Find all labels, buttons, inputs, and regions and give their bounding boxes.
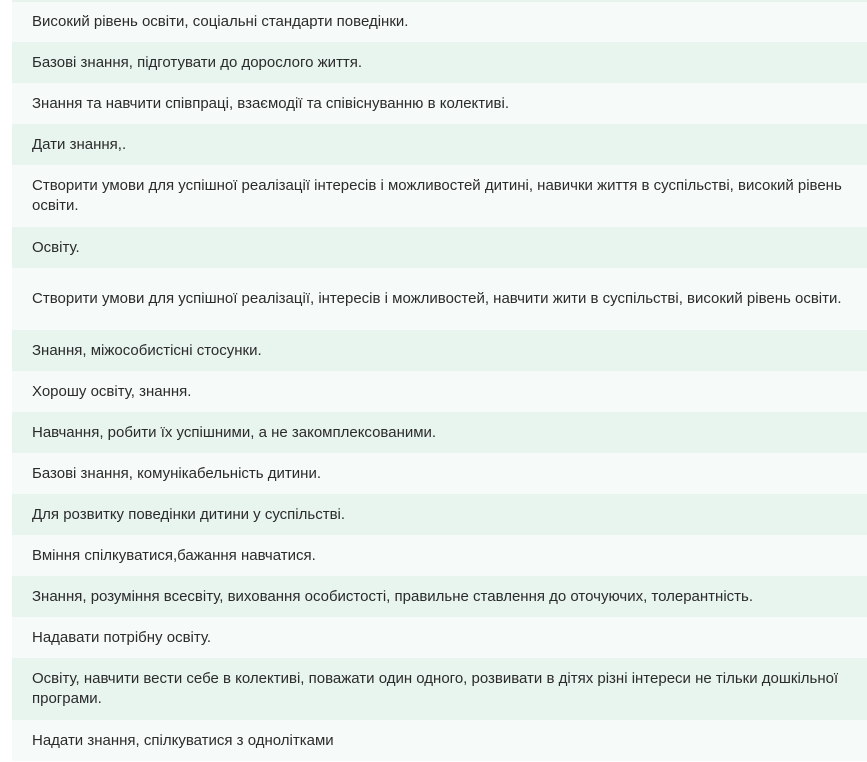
list-item — [12, 42, 867, 83]
response-text: Освіту. — [32, 238, 80, 256]
list-item — [12, 658, 867, 720]
list-item — [12, 576, 867, 617]
list-item — [12, 494, 867, 535]
response-text: Дати знання,. — [32, 135, 127, 153]
response-text: Для розвитку поведінки дитини у суспільстві. — [32, 505, 346, 523]
response-text: Навчання, робити їх успішними, а не закомплексованими. — [32, 423, 437, 441]
response-text: Знання, міжособистісні стосунки. — [32, 341, 262, 359]
response-text: Надавати потрібну освіту. — [32, 628, 212, 646]
response-text: Створити умови для успішної реалізації інтересів і можливостей дитині, навички життя в суспільстві, високий рівень освіти. — [32, 177, 842, 214]
list-item — [12, 165, 867, 227]
response-text: Високий рівень освіти, соціальні стандарти поведінки. — [32, 13, 409, 30]
list-item — [12, 412, 867, 453]
response-text: Знання та навчити співпраці, взаємодії та співіснуванню в колективі. — [32, 94, 509, 112]
response-text: Вміння спілкуватися,бажання навчатися. — [32, 546, 316, 564]
response-text: Базові знання, підготувати до дорослого життя. — [32, 53, 363, 71]
list-item — [12, 0, 867, 42]
response-text: Базові знання, комунікабельність дитини. — [32, 464, 321, 482]
response-text: Освіту, навчити вести себе в колективі, поважати один одного, розвивати в дітях різні інтереси не тільки дошкільної програми. — [32, 670, 839, 707]
list-item — [12, 227, 867, 268]
list-item — [12, 330, 867, 371]
response-text: Створити умови для успішної реалізації, інтересів і можливостей, навчити жити в суспільстві, високий рівень освіти. — [32, 290, 842, 307]
list-item — [12, 83, 867, 124]
list-item — [12, 453, 867, 494]
list-item — [12, 617, 867, 658]
list-item — [12, 268, 867, 330]
list-item — [12, 535, 867, 576]
list-item — [12, 371, 867, 412]
response-text: Надати знання, спілкуватися з однолітками — [32, 731, 334, 749]
list-item — [12, 124, 867, 165]
response-text: Знання, розуміння всесвіту, виховання особистості, правильне ставлення до оточуючих, толерантність. — [32, 587, 754, 605]
list-item — [12, 720, 867, 761]
response-text: Хорошу освіту, знання. — [32, 382, 192, 400]
responses-list — [12, 0, 867, 761]
